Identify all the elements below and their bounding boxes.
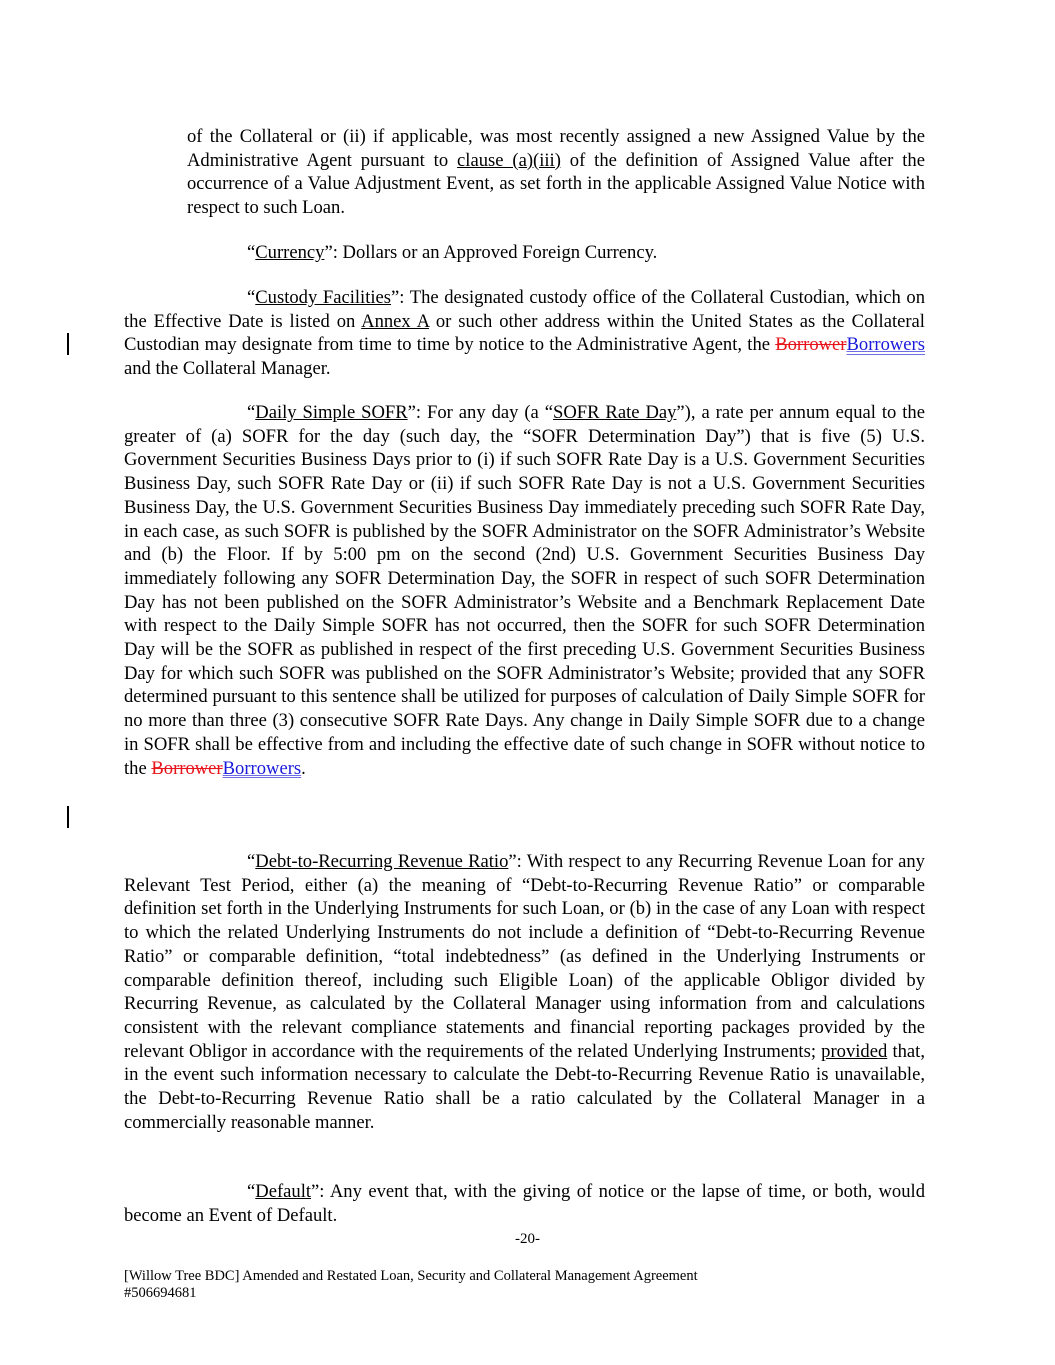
definition-currency	[124, 241, 925, 265]
defined-term: SOFR Rate Day	[552, 402, 677, 423]
text: of the Collateral or (ii) if applicable, was most recently assigned a new Assigned Value by the Administrative Agent pursuant to	[187, 126, 925, 171]
change-bar	[67, 806, 69, 828]
text: of the definition of Assigned Value after the occurrence of a Value Adjustment Event, as set forth in the applicable Assigned Value Notice with respect to such Loan.	[187, 149, 925, 219]
definition-debt-to-recurring-revenue-ratio	[124, 850, 925, 1134]
text: ”: Dollars or an Approved Foreign Currency.	[324, 242, 658, 263]
text: that, in the event such information necessary to calculate the Debt-to-Recurring Revenue Ratio is unavailable, the Debt-to-Recurring Revenue Ratio shall be a ratio calculated by the Collateral Manager in a commercially reasonable manner.	[124, 1040, 925, 1133]
annex-reference: Annex A	[361, 310, 429, 332]
quote: “	[247, 1181, 256, 1202]
defined-term: Daily Simple SOFR	[255, 402, 408, 423]
clause-reference: clause (a)(iii)	[457, 149, 561, 171]
defined-term: Default	[255, 1181, 312, 1202]
text: and the Collateral Manager.	[124, 358, 331, 380]
quote: “	[247, 242, 256, 263]
provided-term: provided	[821, 1040, 888, 1062]
definition-daily-simple-sofr	[124, 401, 925, 780]
deleted-text: Borrower	[151, 757, 223, 779]
text: ”: The designated custody office of the Collateral Custodian, which on the Effective Date is listed on	[124, 287, 925, 332]
text: or such other address within the United States as the Collateral Custodian may designate from time to time by notice to the Administrative Agent, the	[124, 310, 925, 356]
change-bar	[67, 333, 69, 355]
quote: “	[247, 402, 256, 423]
definition-custody-facilities	[124, 286, 925, 381]
footer-title: [Willow Tree BDC] Amended and Restated Loan, Security and Collateral Management Agreement	[124, 1268, 698, 1284]
footer	[124, 1268, 698, 1302]
inserted-text: Borrowers	[846, 334, 925, 356]
deleted-text: Borrower	[775, 334, 847, 356]
text: ”: With respect to any Recurring Revenue Loan for any Relevant Test Period, either (a) the meaning of “Debt-to-Recurring Revenue Ratio” or comparable definition set forth in the Underlying Instruments for such Loan, or (b) in the case of any Loan with respect to which the related Underlying Instruments do not include a definition of “Debt-to-Recurring Revenue Ratio” or comparable definition, “total indebtedness” (as defined in the Underlying Instruments or comparable definition thereof, including such Eligible Loan) of the applicable Obligor divided by Recurring Revenue, as calculated by the Collateral Manager using information from and calculations consistent with the relevant compliance statements and financial reporting packages provided by the relevant Obligor in accordance with the requirements of the related Underlying Instruments;	[124, 851, 925, 1062]
defined-term: Custody Facilities	[255, 287, 392, 308]
footer-doc-id: #506694681	[124, 1285, 197, 1301]
text: ”: Any event that, with the giving of notice or the lapse of time, or both, would become an Event of Default.	[124, 1181, 925, 1226]
quote: “	[247, 851, 256, 872]
defined-term: Debt-to-Recurring Revenue Ratio	[255, 851, 509, 872]
definition-default	[124, 1180, 925, 1227]
page-number: -20-	[515, 1231, 540, 1247]
text: .	[301, 757, 306, 779]
quote: “	[247, 287, 256, 308]
text: ”: For any day (a “	[407, 402, 553, 423]
defined-term: Currency	[255, 242, 325, 263]
paragraph-assigned-value-continuation	[187, 125, 925, 220]
text: ”), a rate per annum equal to the greater of (a) SOFR for the day (such day, the “SOFR Determination Day”) that is five (5) U.S. Government Securities Business Days prior to (i) if such SOFR Rate Day is a U.S. Government Securities Business Day, such SOFR Rate Day or (ii) if such SOFR Rate Day is not a U.S. Government Securities Business Day, the U.S. Government Securities Business Day immediately preceding such SOFR Rate Day, in each case, as such SOFR is published by the SOFR Administrator on the SOFR Administrator’s Website and (b) the Floor. If by 5:00 pm on the second (2nd) U.S. Government Securities Business Day immediately following any SOFR Determination Day, the SOFR in respect of such SOFR Determination Day has not been published on the SOFR Administrator’s Website and a Benchmark Replacement Date with respect to the Daily Simple SOFR has not occurred, then the SOFR for such SOFR Determination Day will be the SOFR as published in respect of the first preceding U.S. Government Securities Business Day for which such SOFR was published on the SOFR Administrator’s Website; provided that any SOFR determined pursuant to this sentence shall be utilized for purposes of calculation of Daily Simple SOFR for no more than three (3) consecutive SOFR Rate Days. Any change in Daily Simple SOFR due to a change in SOFR shall be effective from and including the effective date of such change in SOFR without notice to the	[124, 402, 925, 779]
inserted-text: Borrowers	[222, 757, 302, 779]
